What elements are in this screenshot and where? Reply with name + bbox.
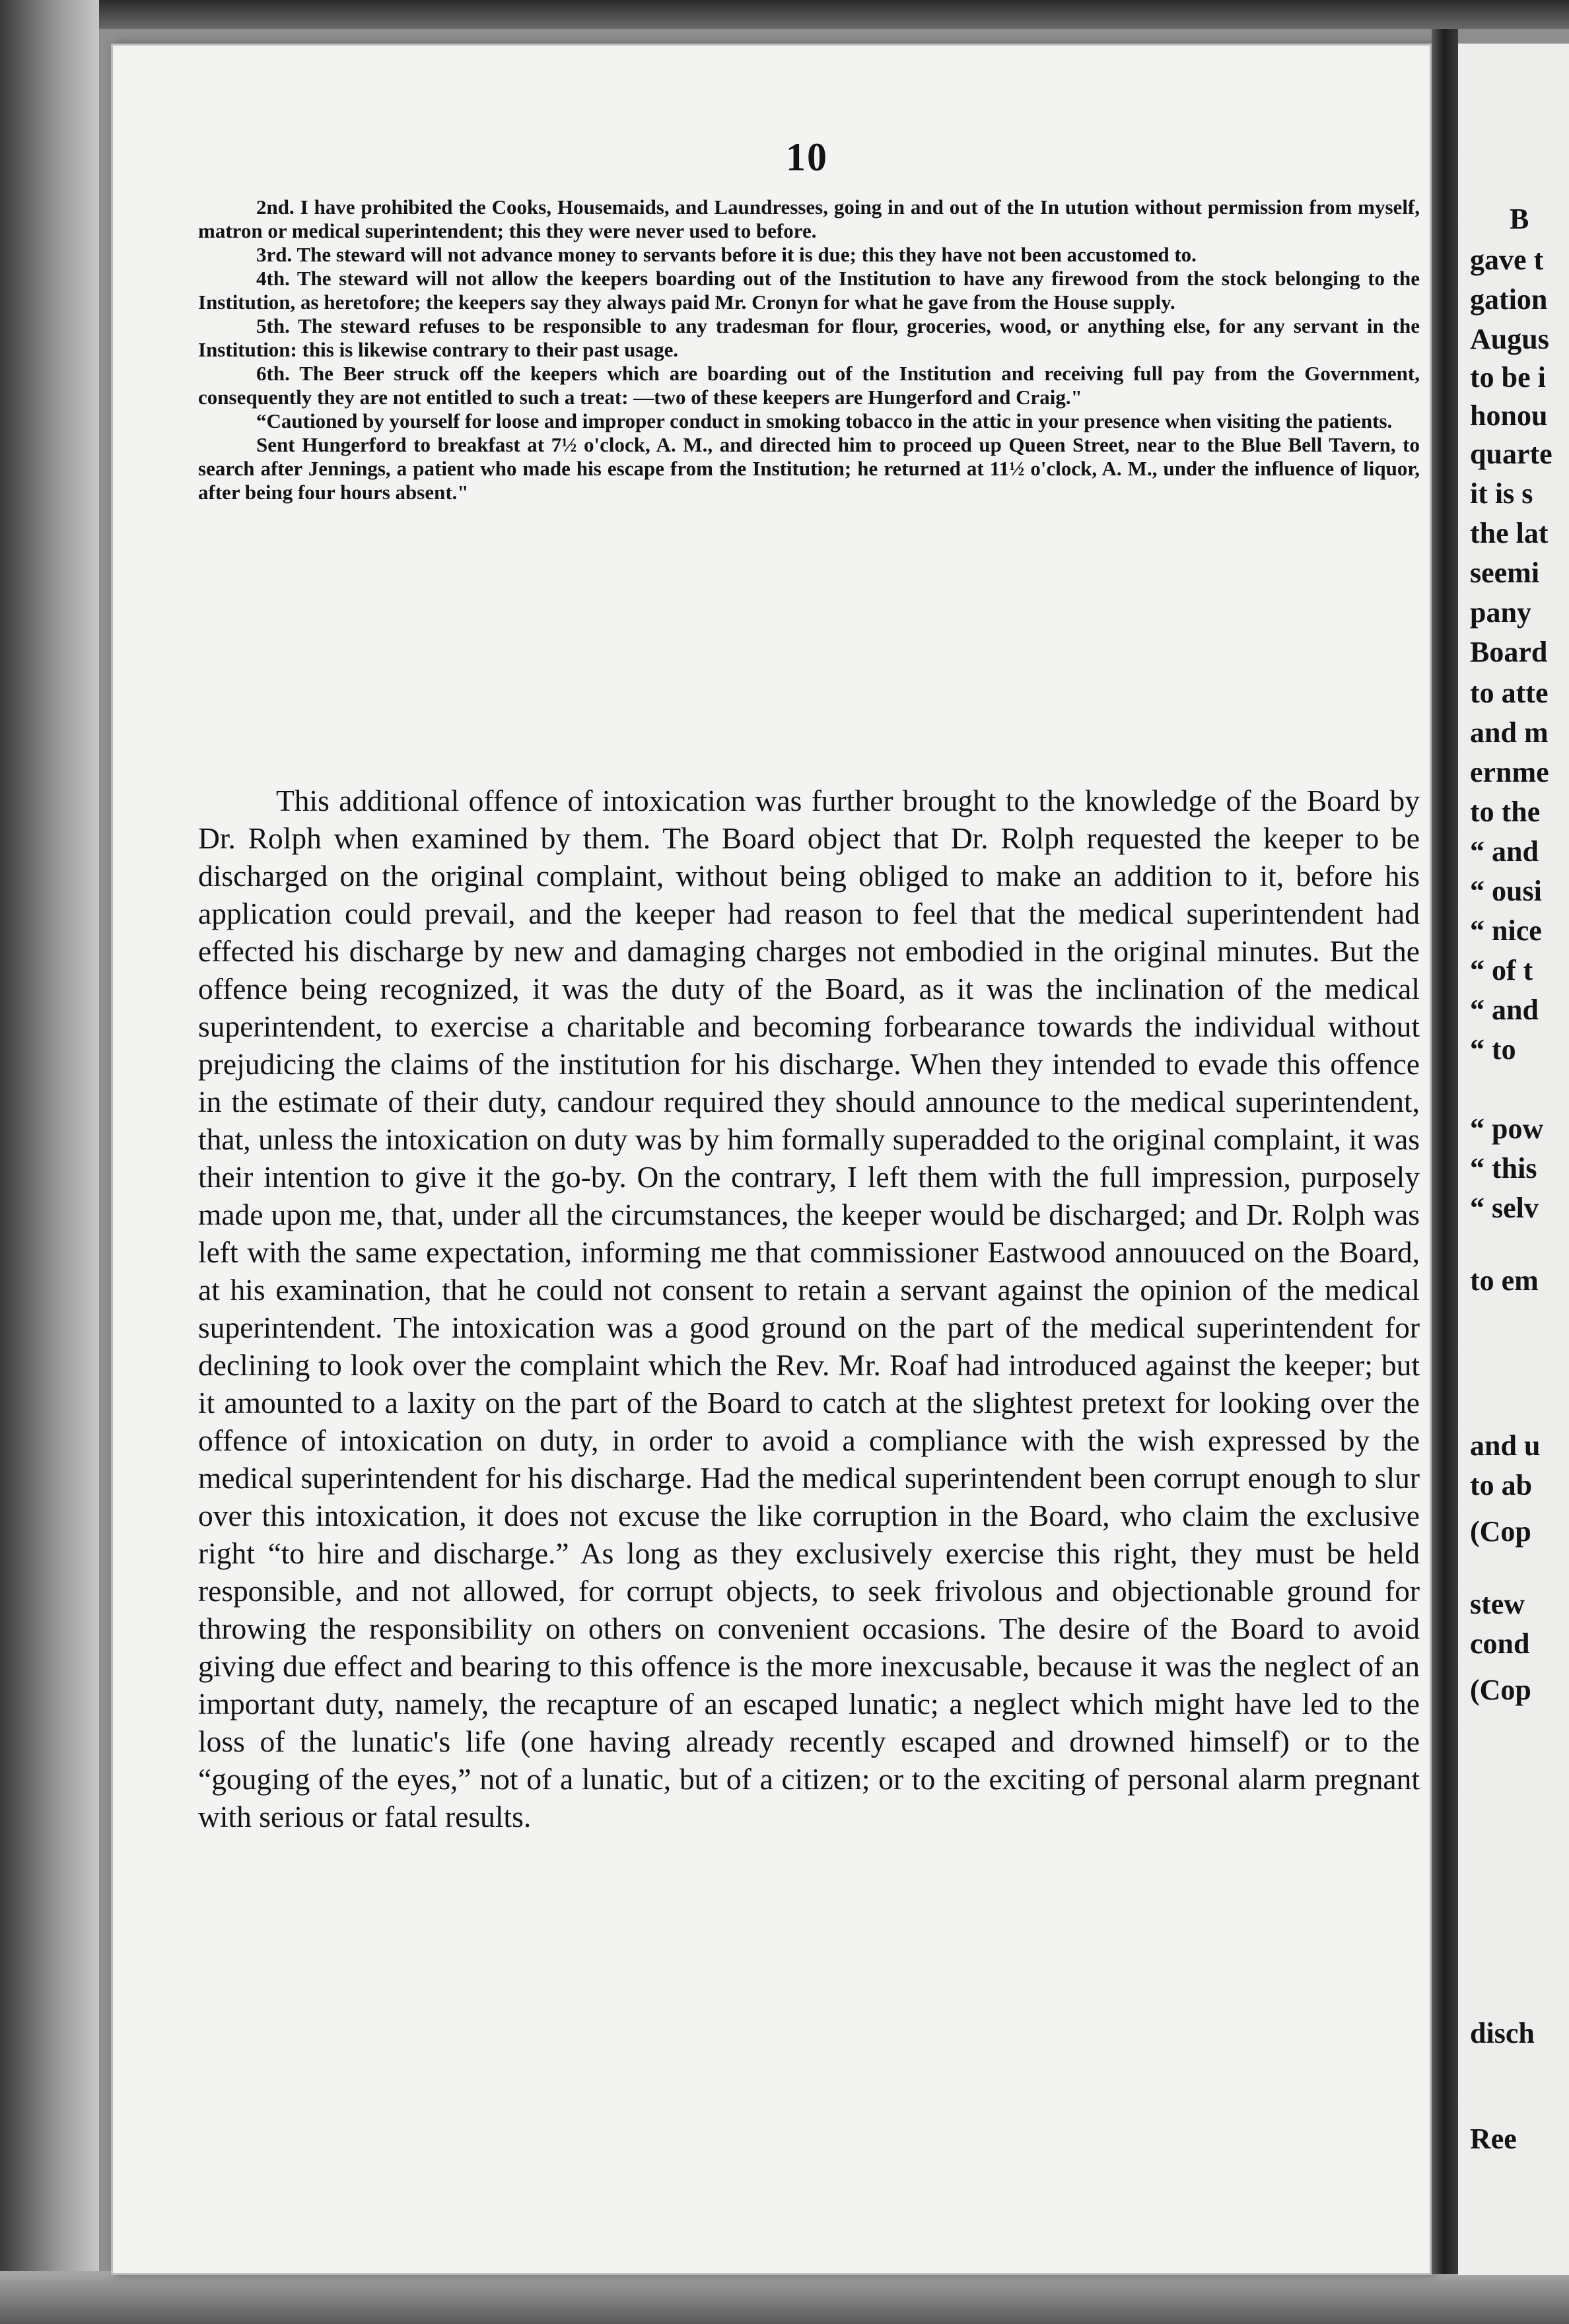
page-number: 10 bbox=[786, 135, 828, 179]
facing-page-line: to em bbox=[1470, 1264, 1539, 1297]
hungerford-note: Sent Hungerford to breakfast at 7½ o'clock, A. M., and directed him to proceed up Queen Street, near to the Blue Bell Tavern, to search after Jennings, a patient who made his escape from the Institution; he returned at 11½ o'clock, A. M., under the influence of liquor, after being four hours absent." bbox=[198, 433, 1420, 504]
facing-page-line: “ selv bbox=[1470, 1192, 1539, 1224]
scan-border-bottom bbox=[0, 2271, 1569, 2324]
facing-page-line: Board bbox=[1470, 636, 1548, 668]
facing-page-line: to the bbox=[1470, 796, 1541, 828]
scan-border-top bbox=[0, 0, 1569, 29]
minute-6th: 6th. The Beer struck off the keepers which are boarding out of the Institution and receiving full pay from the Government, consequently they are not entitled to such a treat: —two of these keepers are Hungerford and Craig." bbox=[198, 362, 1420, 409]
minute-4th: 4th. The steward will not allow the keepers boarding out of the Institution to have any firewood from the stock belonging to the Institution, as heretofore; the keepers say they always paid Mr. Cronyn for what he gave from the House supply. bbox=[198, 267, 1420, 314]
facing-page-line: “ ousi bbox=[1470, 875, 1542, 907]
facing-page-line: B bbox=[1510, 203, 1529, 235]
caution-note: “Cautioned by yourself for loose and improper conduct in smoking tobacco in the attic in your presence when visiting the patients. bbox=[256, 409, 1393, 432]
scan-border-left bbox=[0, 0, 99, 2324]
facing-page-line: “ of t bbox=[1470, 954, 1533, 986]
facing-page-line: and m bbox=[1470, 716, 1549, 749]
minute-5th: 5th. The steward refuses to be responsible to any tradesman for flour, groceries, wood, or anything else, for any servant in the Institution: this is likewise contrary to their past usage. bbox=[198, 314, 1420, 361]
facing-page bbox=[1458, 44, 1569, 2275]
minute-2nd: 2nd. I have prohibited the Cooks, Housemaids, and Laundresses, going in and out of the In utution without permission from myself, matron or medical superintendent; this they were never used to before. bbox=[198, 195, 1420, 242]
facing-page-line: “ pow bbox=[1470, 1112, 1544, 1145]
book-gutter bbox=[1432, 29, 1458, 2274]
facing-page-line: seemi bbox=[1470, 557, 1540, 589]
facing-page-line: and u bbox=[1470, 1429, 1541, 1462]
facing-page-line: gation bbox=[1470, 283, 1548, 316]
facing-page-line: to ab bbox=[1470, 1469, 1533, 1501]
facing-page-line: “ nice bbox=[1470, 914, 1542, 947]
facing-page-line: (Cop bbox=[1470, 1674, 1531, 1706]
main-text bbox=[198, 782, 1420, 1835]
body-paragraph: This additional offence of intoxication was further brought to the knowledge of the Board by Dr. Rolph when examined by them. The Board object that Dr. Rolph requested the keeper to be discharged on the original complaint, without being obliged to make an addition to it, before his application could prevail, and the keeper had reason to feel that the medical superintendent had effected his discharge by new and damaging charges not embodied in the original minutes. But the offence being recognized, it was the duty of the Board, as it was the inclination of the medical superintendent, to exercise a charitable and becoming forbearance towards the individual without prejudicing the claims of the institution for his discharge. When they intended to evade this offence in the estimate of their duty, candour required they should announce to the medical superintendent, that, unless the intoxication on duty was by him formally superadded to the original complaint, it was their intention to give it the go-by. On the contrary, I left them with the full impression, purposely made upon me, that, under all the circumstances, the keeper would be discharged; and Dr. Rolph was left with the same expectation, informing me that commissioner Eastwood annouuced on the Board, at his examination, that he could not consent to retain a servant against the opinion of the medical superintendent. The intoxication was a good ground on the part of the medical superintendent for declining to look over the complaint which the Rev. Mr. Roaf had introduced against the keeper; but it amounted to a laxity on the part of the Board to catch at the slightest pretext for looking over the offence of intoxication on duty, in order to avoid a compliance with the wish expressed by the medical superintendent for his discharge. Had the medical superintendent been corrupt enough to slur over this intoxication, it does not excuse the like corruption in the Board, who claim the exclusive right “to hire and discharge.” As long as they exclusively exercise this right, they must be held responsible, and not allowed, for corrupt objects, to seek frivolous and objectionable ground for throwing the responsibility on others on convenient occasions. The desire of the Board to avoid giving due effect and bearing to this offence is the more inexcusable, because it was the neglect of an important duty, namely, the recapture of an escaped lunatic; a neglect which might have led to the loss of the lunatic's life (one having already recently escaped and drowned himself) or to the “gouging of the eyes,” not of a lunatic, but of a citizen; or to the exciting of personal alarm pregnant with serious or fatal results. bbox=[198, 784, 1420, 1833]
facing-page-line: cond bbox=[1470, 1627, 1530, 1660]
facing-page-line: pany bbox=[1470, 596, 1531, 629]
facing-page-line: gave t bbox=[1470, 244, 1544, 276]
facing-page-line: it is s bbox=[1470, 477, 1533, 510]
minute-3rd: 3rd. The steward will not advance money to servants before it is due; this they have not been accustomed to. bbox=[256, 243, 1197, 266]
facing-page-line: the lat bbox=[1470, 517, 1549, 549]
facing-page-line: (Cop bbox=[1470, 1515, 1531, 1548]
facing-page-line: to be i bbox=[1470, 361, 1546, 393]
facing-page-line: Ree bbox=[1470, 2123, 1517, 2155]
facing-page-line: “ to bbox=[1470, 1033, 1516, 1066]
facing-page-line: stew bbox=[1470, 1588, 1525, 1620]
facing-page-line: disch bbox=[1470, 2017, 1535, 2049]
facing-page-line: “ this bbox=[1470, 1152, 1537, 1184]
facing-page-line: ernme bbox=[1470, 756, 1549, 788]
facing-page-line: honou bbox=[1470, 399, 1548, 432]
facing-page-line: to atte bbox=[1470, 677, 1549, 709]
facing-page-line: Augus bbox=[1470, 323, 1549, 355]
facing-page-line: quarte bbox=[1470, 438, 1552, 470]
facing-page-line: “ and bbox=[1470, 994, 1539, 1026]
quoted-minutes bbox=[198, 195, 1420, 504]
facing-page-line: “ and bbox=[1470, 835, 1539, 868]
